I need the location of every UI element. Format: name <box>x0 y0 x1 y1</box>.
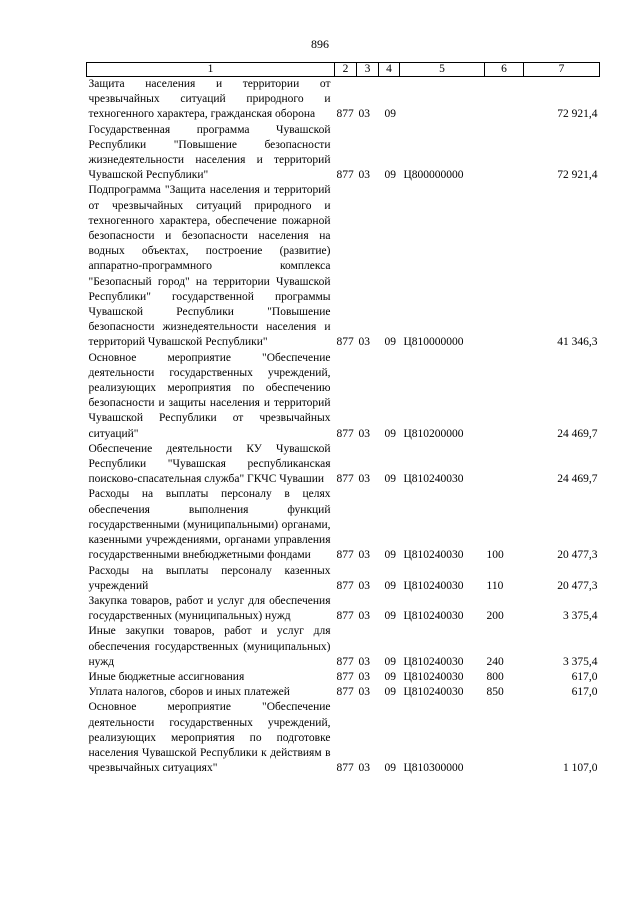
row-amount: 617,0 <box>571 686 598 699</box>
row-target-article: Ц810240030 <box>403 549 464 562</box>
row-subsection: 09 <box>384 670 396 683</box>
row-admin-code: 877 <box>336 336 354 349</box>
row-name: Расходы на выплаты персоналу казенных учреждений <box>88 564 331 592</box>
row-admin-code: 877 <box>336 610 354 623</box>
row-name: Защита населения и территории от чрезвычайных ситуаций природного и техногенного характера, гражданская оборона <box>88 78 331 121</box>
row-subsection: 09 <box>384 108 396 121</box>
row-section: 03 <box>358 336 370 349</box>
row-admin-code: 877 <box>336 169 354 182</box>
row-expense-type: 240 <box>486 655 504 668</box>
row-name: Государственная программа Чувашской Республики "Повышение безопасности жизнедеятельности населения и территорий Чувашской Республики" <box>88 123 331 182</box>
row-admin-code: 877 <box>336 579 354 592</box>
row-name: Расходы на выплаты персоналу в целях обеспечения выполнения функций государственными (муниципальными) органами, казенными учреждениями, органами управления государственными внебюджетными фондами <box>88 488 331 562</box>
row-subsection: 09 <box>384 336 396 349</box>
table-row <box>87 564 600 594</box>
row-amount: 41 346,3 <box>557 336 598 349</box>
row-subsection: 09 <box>384 427 396 440</box>
row-expense-type: 800 <box>486 670 504 683</box>
row-subsection: 09 <box>384 473 396 486</box>
row-name: Основное мероприятие "Обеспечение деятельности государственных учреждений, реализующих мероприятия по подготовке населения Чувашской Республики к действиям в чрезвычайных ситуациях" <box>88 701 331 775</box>
row-amount: 72 921,4 <box>557 108 598 121</box>
row-subsection: 09 <box>384 579 396 592</box>
page-number: 896 <box>311 37 329 51</box>
table-row <box>87 77 600 123</box>
row-amount: 24 469,7 <box>557 427 598 440</box>
table-row <box>87 351 600 442</box>
row-admin-code: 877 <box>336 549 354 562</box>
row-amount: 72 921,4 <box>557 169 598 182</box>
row-name: Иные бюджетные ассигнования <box>88 670 245 683</box>
budget-table <box>86 62 600 776</box>
row-amount: 24 469,7 <box>557 473 598 486</box>
row-amount: 20 477,3 <box>557 549 598 562</box>
row-amount: 1 107,0 <box>563 762 598 775</box>
row-target-article: Ц810200000 <box>403 427 464 440</box>
row-expense-type <box>485 442 524 488</box>
row-target-article: Ц810240030 <box>403 686 464 699</box>
table-row <box>87 123 600 184</box>
row-section: 03 <box>358 169 370 182</box>
table-row <box>87 670 600 685</box>
row-admin-code: 877 <box>336 670 354 683</box>
table-row <box>87 594 600 624</box>
row-name: Подпрограмма "Защита населения и территорий от чрезвычайных ситуаций природного и техногенного характера, обеспечение пожарной безопасности и безопасности населения на водных объектах, построение (развитие) аппаратно-программного комплекса "Безопасный город" на территории Чувашской Республики" государственной программы Чувашской Республики "Повышение безопасности жизнедеятельности населения и территорий Чувашской Республики" <box>88 184 331 349</box>
row-subsection: 09 <box>384 549 396 562</box>
header-col-7: 7 <box>524 63 600 77</box>
row-subsection: 09 <box>384 169 396 182</box>
row-section: 03 <box>358 108 370 121</box>
table-row <box>87 700 600 776</box>
row-target-article: Ц810240030 <box>403 655 464 668</box>
table-header-row <box>87 63 600 77</box>
row-section: 03 <box>358 549 370 562</box>
row-admin-code: 877 <box>336 762 354 775</box>
row-section: 03 <box>358 655 370 668</box>
header-col-4: 4 <box>379 63 400 77</box>
row-admin-code: 877 <box>336 686 354 699</box>
row-target-article: Ц810240030 <box>403 670 464 683</box>
row-admin-code: 877 <box>336 473 354 486</box>
row-section: 03 <box>358 473 370 486</box>
row-target-article: Ц810240030 <box>403 579 464 592</box>
row-expense-type <box>485 700 524 776</box>
table-row <box>87 624 600 670</box>
row-target-article: Ц810240030 <box>403 610 464 623</box>
row-section: 03 <box>358 686 370 699</box>
header-col-5: 5 <box>400 63 485 77</box>
row-amount: 3 375,4 <box>563 655 598 668</box>
row-subsection: 09 <box>384 655 396 668</box>
row-section: 03 <box>358 762 370 775</box>
header-col-1: 1 <box>87 63 335 77</box>
row-amount: 617,0 <box>571 670 598 683</box>
row-name: Иные закупки товаров, работ и услуг для обеспечения государственных (муниципальных) нужд <box>88 625 331 668</box>
header-col-6: 6 <box>485 63 524 77</box>
table-row <box>87 442 600 488</box>
row-name: Закупка товаров, работ и услуг для обеспечения государственных (муниципальных) нужд <box>88 594 331 623</box>
row-subsection: 09 <box>384 610 396 623</box>
row-target-article: Ц810300000 <box>403 762 464 775</box>
header-col-3: 3 <box>357 63 379 77</box>
row-name: Основное мероприятие "Обеспечение деятельности государственных учреждений, реализующих мероприятия по обеспечению безопасности и защиты населения и территорий Чувашской Республики от чрезвычайных ситуаций" <box>88 351 331 440</box>
row-section: 03 <box>358 427 370 440</box>
row-admin-code: 877 <box>336 427 354 440</box>
header-col-2: 2 <box>335 63 357 77</box>
table-row <box>87 487 600 563</box>
row-subsection: 09 <box>384 762 396 775</box>
row-expense-type <box>485 123 524 184</box>
row-target-article: Ц810240030 <box>403 473 464 486</box>
row-expense-type: 100 <box>486 549 504 562</box>
row-target-article: Ц810000000 <box>403 336 464 349</box>
row-section: 03 <box>358 670 370 683</box>
table-row <box>87 183 600 350</box>
row-target-article: Ц800000000 <box>403 169 464 182</box>
row-admin-code: 877 <box>336 108 354 121</box>
row-admin-code: 877 <box>336 655 354 668</box>
row-expense-type <box>485 351 524 442</box>
row-subsection: 09 <box>384 686 396 699</box>
row-expense-type: 200 <box>486 610 504 623</box>
row-section: 03 <box>358 579 370 592</box>
row-amount: 20 477,3 <box>557 579 598 592</box>
row-expense-type <box>485 77 524 123</box>
row-expense-type: 850 <box>486 686 504 699</box>
row-expense-type: 110 <box>486 579 504 592</box>
row-expense-type <box>485 183 524 350</box>
row-name: Уплата налогов, сборов и иных платежей <box>88 686 290 699</box>
row-amount: 3 375,4 <box>563 610 598 623</box>
table-row <box>87 685 600 700</box>
row-target-article <box>400 77 485 123</box>
row-name: Обеспечение деятельности КУ Чувашской Республики "Чувашская республиканская поисково-спасательная служба" ГКЧС Чувашии <box>88 442 331 486</box>
row-section: 03 <box>358 610 370 623</box>
